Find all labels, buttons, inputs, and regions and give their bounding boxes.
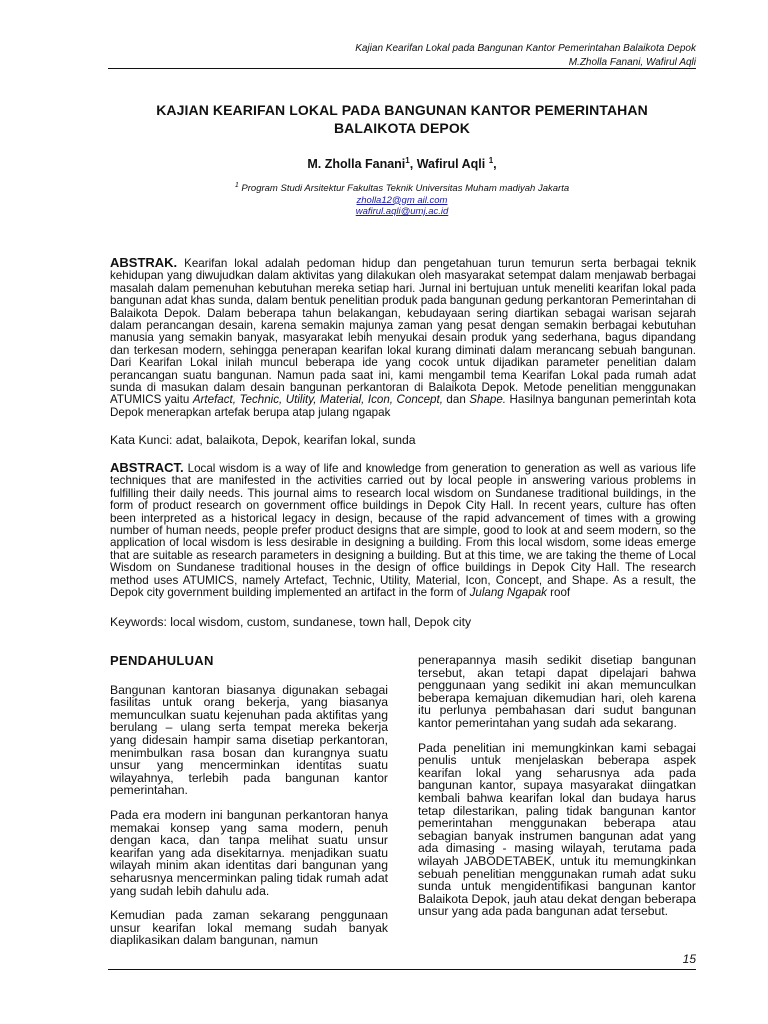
keywords: Keywords: local wisdom, custom, sundanese, town hall, Depok city: [110, 615, 472, 629]
header-rule: [108, 68, 696, 69]
abstrak-text-1: Kearifan lokal adalah pedoman hidup dan pengetahuan turun temurun serta berbagai teknik kehidupan yang diwujudkan dalam aktivitas yang dilakukan oleh masyarakat setempat dalam menjawab berbagai masalah dalam pemenuhan kebutuhan mereka setiap hari. Jurnal ini bertujuan untuk meneliti kearifan lokal pada bangunan adat khas sunda, dalam bentuk penelitian produk pada bangunan gedung perkantoran Pemerintahan di Balaikota Depok. Dalam beberapa tahun belakangan, kebudayaan sering diartikan sebagai warisan sejarah dalam perancangan desain, karena semakin majunya zaman yang pesat dengan semakin berbagai kebutuhan manusia yang semakin banyak, masyarakat lebih menyukai desain produk yang sederhana, bagus dipandang dan terkesan modern, sehingga penerapan kearifan lokal kurang diminati dalam merancang sebuah bangunan. Dari Kearifan Lokal inilah muncul beberapa ide yang cocok untuk dijadikan parameter penelitian dalam perancangan suatu bangunan. Namun pada saat ini, kami mengambil tema Kearifan Lokal pada rumah adat sunda di masukan dalam desain bangunan perkantoran di Balaikota Depok. Metode penelitian menggunakan ATUMICS yaitu: [110, 257, 696, 407]
abstrak-text-2: dan: [442, 393, 470, 407]
affiliation: [108, 180, 696, 218]
body-paragraph-1: Bangunan kantoran biasanya digunakan sebagai fasilitas untuk orang bekerja, yang biasanya memunculkan suatu kejenuhan pada aktifitas yang berulang – ulang serta tempat mereka bekerja yang didesain hampir sama disetiap perkantoran, menimbulkan rasa bosan dan kurangnya suatu unsur yang mencerminkan identitas suatu wilayahnya, terlebih pada bangunan kantor pemerintahan.: [110, 682, 388, 798]
affiliation-text: Program Studi Arsitektur Fakultas Teknik Universitas Muham madiyah Jakarta: [238, 183, 570, 195]
body-paragraph-4: penerapannya masih sedikit disetiap bangunan tersebut, akan tetapi dapat dipelajari bahwa penggunaan yang sedikit ini akan memunculkan beberapa kemajuan dikemudian hari, oleh karena itu perlunya pembahasan dari sudut bangunan kantor pemerintahan yang sudah ada sekarang.: [418, 653, 696, 730]
section-heading-pendahuluan: PENDAHULUAN: [110, 653, 214, 668]
email-link-2[interactable]: wafirul.aqli@umj.ac.id: [355, 206, 449, 218]
running-head: [108, 42, 696, 70]
abstract-heading: ABSTRACT.: [110, 460, 184, 475]
paper-title: [108, 101, 696, 137]
author-list: [108, 153, 696, 172]
author-list-end: ,: [493, 157, 497, 172]
abstract-block: [110, 462, 696, 599]
abstrak-method-terms: Artefact, Technic, Utility, Material, Icon, Concept,: [192, 393, 443, 407]
paper-title-line-2: BALAIKOTA DEPOK: [333, 120, 471, 136]
running-head-title: Kajian Kearifan Lokal pada Bangunan Kantor Pemerintahan Balaikota Depok: [355, 43, 696, 54]
body-paragraph-5: Pada penelitian ini memungkinkan kami sebagai penulis untuk menjelaskan beberapa aspek kearifan lokal yang seharusnya ada pada bangunan kantor, supaya masyarakat diingatkan kembali bahwa kearifan lokal dan budaya harus tetap dilestarikan, paling tidak bangunan kantor pemerintahan menggunakan beberapa atau sebagian banyak instrumen bangunan adat yang ada dimasing - masing wilayah, terutama pada wilayah JABODETABEK, untuk itu memungkinkan sebuah penelitian menggunakan rumah adat suku sunda untuk mengidentifikasi bangunan kantor Balaikota Depok, jauh atau dekat dengan beberapa unsur yang ada pada bangunan adat tersebut.: [418, 740, 696, 919]
affiliation-mark: 1: [234, 182, 239, 189]
body-paragraph-3: Kemudian pada zaman sekarang penggunaan unsur kearifan lokal memang sudah banyak diaplikasikan dalam bangunan, namun: [110, 908, 388, 948]
body-paragraph-2: Pada era modern ini bangunan perkantoran hanya memakai konsep yang sama modern, penuh dengan kaca, dan tanpa melihat suatu unsur kearifan yang ada disekitarnya. menjadikan suatu wilayah minim akan identitas dari bangunan yang seharusnya mencerminkan paling tidak rumah adat yang sudah lebih dahulu ada.: [110, 807, 388, 898]
footer-rule: [108, 969, 696, 970]
abstrak-heading: ABSTRAK.: [110, 255, 178, 270]
body-column-right: [418, 654, 696, 930]
author-2-affil-mark: 1: [488, 156, 494, 165]
author-2-name: Wafirul Aqli: [416, 157, 489, 172]
abstrak-text-3: Hasilnya bangunan pemerintah kota Depok menerapkan artefak berupa atap julang ngapak: [110, 393, 696, 419]
abstract-julang-ngapak: Julang Ngapak: [469, 586, 547, 600]
abstrak-shape-term: Shape.: [469, 393, 507, 407]
email-link-1[interactable]: zholla12@gm ail.com: [356, 194, 448, 206]
kata-kunci: Kata Kunci: adat, balaikota, Depok, kearifan lokal, sunda: [110, 433, 416, 447]
abstract-text-2: roof: [546, 586, 571, 600]
author-separator: ,: [409, 157, 417, 172]
author-1-name: M. Zholla Fanani: [307, 157, 406, 172]
abstrak-block: [110, 257, 696, 419]
abstract-text-1: Local wisdom is a way of life and knowledge from generation to generation as well as various life techniques that are manifested in the activities carried out by local people in answering various problems in fulfilling their daily needs. This journal aims to research local wisdom on Sundanese traditional buildings, in the form of product research on government office buildings in Depok City Hall. In recent years, culture has often been interpreted as a historical legacy in design, because of the rapid advancement of times with a growing number of human needs, people prefer product designs that are simple, good to look at and seem modern, so the application of local wisdom is less desirable in designing a building. From this local wisdom, some ideas emerge that are suitable as research parameters in designing a building. But at this time, we are taking the theme of Local Wisdom on Sundanese traditional houses in the design of office buildings in Depok City Hall. The research method uses ATUMICS, namely Artefact, Technic, Utility, Material, Icon, Concept, and Shape. As a result, the Depok city government building implemented an artifact in the form of: [110, 462, 696, 600]
affiliation-line: [108, 180, 696, 195]
page-number: 15: [682, 952, 696, 966]
running-head-authors: M.Zholla Fanani, Wafirul Aqli: [568, 57, 696, 68]
author-1-affil-mark: 1: [405, 156, 410, 165]
body-column-left: [110, 655, 388, 959]
paper-title-line-1: KAJIAN KEARIFAN LOKAL PADA BANGUNAN KANTOR PEMERINTAHAN: [156, 102, 648, 118]
